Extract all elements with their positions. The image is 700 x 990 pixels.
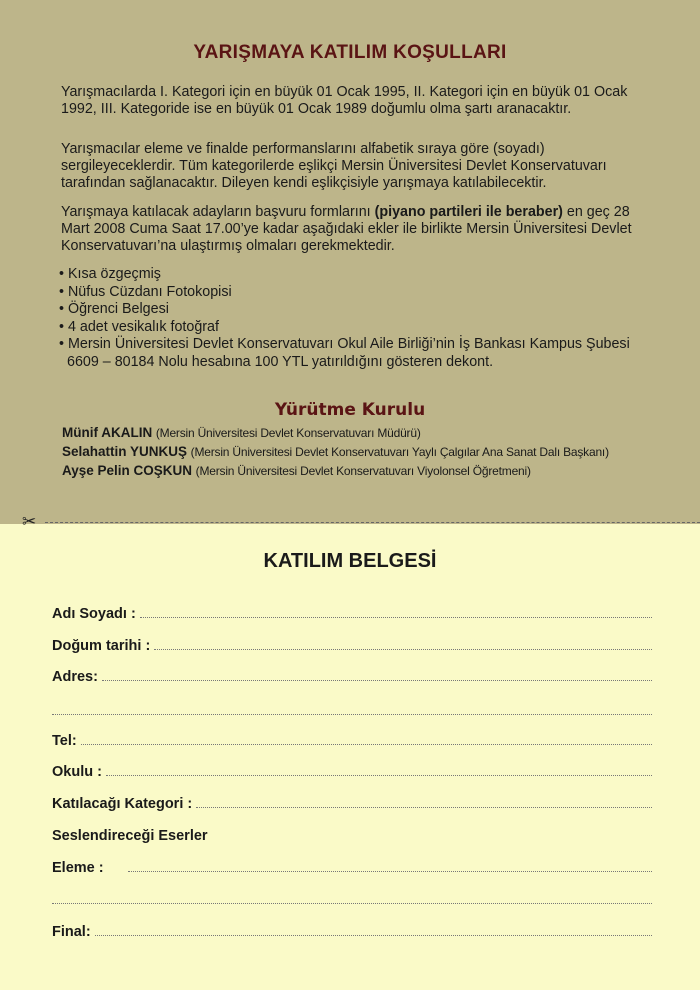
address-line-2[interactable] bbox=[52, 714, 652, 715]
phone-line[interactable] bbox=[81, 744, 652, 745]
member-name: Münif AKALIN bbox=[62, 425, 153, 440]
eleme-field[interactable] bbox=[52, 856, 652, 876]
works-label: Seslendireceği Eserler bbox=[52, 828, 208, 844]
final-field[interactable] bbox=[52, 920, 652, 940]
member-name: Ayşe Pelin COŞKUN bbox=[62, 463, 193, 478]
address-line[interactable] bbox=[102, 680, 652, 681]
birth-date-field[interactable] bbox=[52, 634, 652, 654]
list-item: • Öğrenci Belgesi bbox=[59, 301, 169, 317]
committee-member bbox=[62, 463, 531, 479]
school-line[interactable] bbox=[106, 775, 652, 776]
eleme-label: Eleme : bbox=[52, 860, 104, 876]
category-label: Katılacağı Kategori : bbox=[52, 796, 193, 812]
cut-line bbox=[45, 522, 700, 523]
school-field[interactable] bbox=[52, 760, 652, 780]
form-title: KATILIM BELGESİ bbox=[263, 550, 437, 572]
phone-label: Tel: bbox=[52, 733, 77, 749]
category-line[interactable] bbox=[196, 807, 652, 808]
age-conditions-paragraph: Yarışmacılarda I. Kategori için en büyük 01 Ocak 1995, II. Kategori için en büyük 01 Ocak 1992, III. Kategoride ise en büyük 01 Ocak 1989 doğumlu olma şartı aranacaktır. bbox=[61, 84, 628, 117]
required-documents-list bbox=[59, 266, 659, 371]
name-line[interactable] bbox=[140, 617, 652, 618]
final-line[interactable] bbox=[95, 935, 652, 936]
member-role: (Mersin Üniversitesi Devlet Konservatuvarı Viyolonsel Öğretmeni) bbox=[195, 464, 531, 478]
category-field[interactable] bbox=[52, 792, 652, 812]
application-paragraph bbox=[61, 204, 651, 255]
piano-parts-note: (piyano partileri ile beraber) bbox=[374, 204, 563, 220]
birth-date-line[interactable] bbox=[154, 649, 652, 650]
list-item: • 4 adet vesikalık fotoğraf bbox=[59, 318, 219, 335]
works-heading bbox=[52, 824, 652, 844]
member-role: (Mersin Üniversitesi Devlet Konservatuvarı Yaylı Çalgılar Ana Sanat Dalı Başkanı) bbox=[190, 445, 609, 459]
performance-paragraph: Yarışmacılar eleme ve finalde performanslarını alfabetik sıraya göre (soyadı) sergileyeceklerdir. Tüm kategorilerde eşlikçi Mersin Üniversitesi Devlet Konservatuvarı tarafından sağlanacaktır. Dileyen kendi eşlikçisiyle yarışmaya katılabilecektir. bbox=[61, 141, 607, 191]
final-label: Final: bbox=[52, 924, 91, 940]
eleme-line[interactable] bbox=[128, 871, 652, 872]
address-label: Adres: bbox=[52, 669, 98, 685]
application-text-end: en geç 28 Mart 2008 Cuma Saat 17.00’ye kadar aşağıdaki ekler ile birlikte Mersin Üniversitesi Devlet Konservatuvarı’na ulaştırmış olmaları gerekmektedir. bbox=[61, 204, 632, 254]
eleme-line-2[interactable] bbox=[52, 903, 652, 904]
phone-field[interactable] bbox=[52, 729, 652, 749]
committee-member bbox=[62, 444, 609, 460]
name-label: Adı Soyadı : bbox=[52, 606, 136, 622]
birth-date-label: Doğum tarihi : bbox=[52, 638, 151, 654]
school-label: Okulu : bbox=[52, 764, 102, 780]
member-name: Selahattin YUNKUŞ bbox=[62, 444, 188, 459]
address-field[interactable] bbox=[52, 665, 652, 685]
committee-title: Yürütme Kurulu bbox=[274, 400, 426, 420]
committee-member bbox=[62, 425, 421, 441]
list-item-continuation: 6609 – 80184 Nolu hesabına 100 YTL yatırıldığını gösteren dekont. bbox=[67, 353, 494, 370]
list-item: • Kısa özgeçmiş bbox=[59, 266, 161, 282]
application-text-start: Yarışmaya katılacak adayların başvuru formlarını bbox=[61, 204, 375, 220]
name-field[interactable] bbox=[52, 602, 652, 622]
conditions-title: YARIŞMAYA KATILIM KOŞULLARI bbox=[193, 42, 507, 63]
scissors-icon: ✂ bbox=[22, 512, 37, 531]
list-item: • Nüfus Cüzdanı Fotokopisi bbox=[59, 283, 232, 300]
member-role: (Mersin Üniversitesi Devlet Konservatuvarı Müdürü) bbox=[155, 426, 421, 440]
list-item: • Mersin Üniversitesi Devlet Konservatuvarı Okul Aile Birliği’nin İş Bankası Kampus Şubesi bbox=[59, 336, 630, 352]
